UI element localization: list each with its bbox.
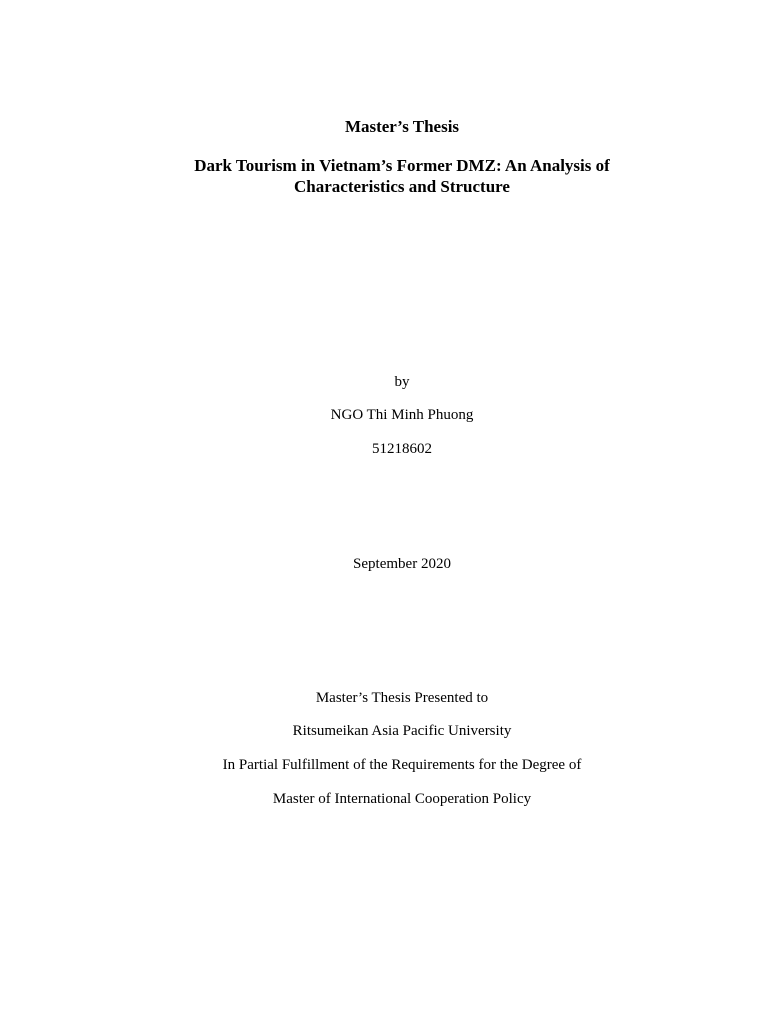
thesis-title-line-1: Dark Tourism in Vietnam’s Former DMZ: An Analysis of bbox=[194, 156, 610, 175]
student-id: 51218602 bbox=[372, 441, 432, 457]
presented-to-line: Master’s Thesis Presented to bbox=[315, 690, 489, 706]
degree-name: Master of International Cooperation Policy bbox=[272, 791, 532, 807]
author-name: NGO Thi Minh Phuong bbox=[330, 407, 474, 423]
university-name: Ritsumeikan Asia Pacific University bbox=[292, 723, 512, 739]
thesis-title-line-2: Characteristics and Structure bbox=[294, 177, 510, 196]
requirements-line: In Partial Fulfillment of the Requirements for the Degree of bbox=[222, 757, 582, 773]
by-label: by bbox=[394, 374, 410, 390]
submission-date: September 2020 bbox=[353, 556, 451, 572]
document-type-heading: Master’s Thesis bbox=[344, 117, 460, 136]
